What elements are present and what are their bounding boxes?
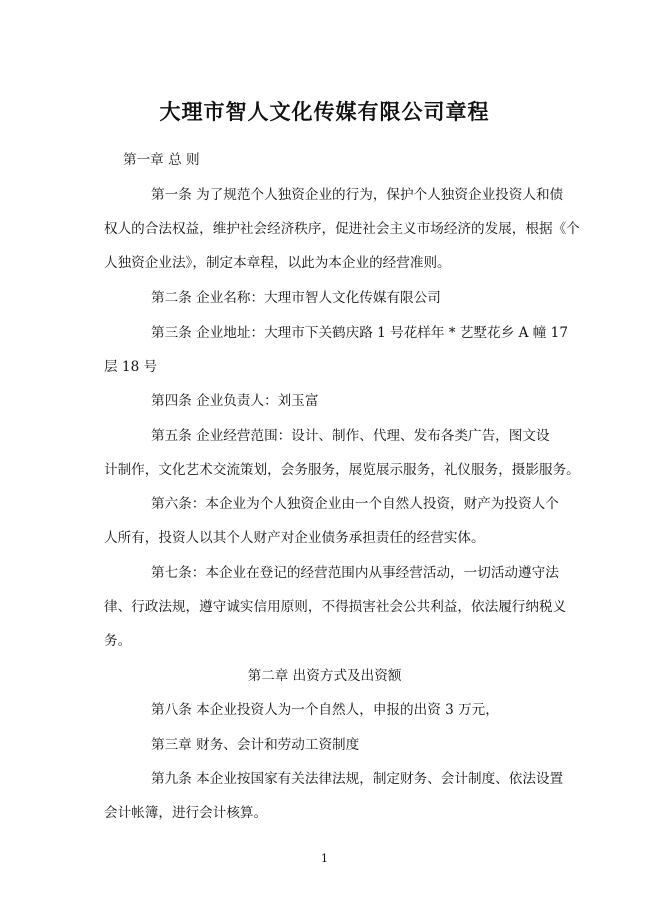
- article-3-line-2: 层 18 号: [104, 359, 158, 375]
- article-6-line-2: 人所有，投资人以其个人财产对企业债务承担责任的经营实体。: [104, 530, 485, 546]
- chapter-3-heading: 第三章 财务、会计和劳动工资制度: [151, 737, 360, 753]
- article-7-line-3: 务。: [104, 633, 132, 649]
- article-5-line-2: 计制作，文化艺术交流策划，会务服务，展览展示服务，礼仪服务，摄影服务。: [104, 462, 580, 478]
- article-1-line-2: 权人的合法权益，维护社会经济秩序，促进社会主义市场经济的发展，根据《个: [104, 221, 580, 237]
- article-6-line-1: 第六条：本企业为个人独资企业由一个自然人投资，财产为投资人个: [151, 496, 559, 512]
- article-7-line-2: 律、行政法规，遵守诚实信用原则，不得损害社会公共利益，依法履行纳税义: [104, 599, 567, 615]
- article-5-line-1: 第五条 企业经营范围：设计、制作、代理、发布各类广告，图文设: [151, 428, 550, 444]
- document-title: 大理市智人文化传媒有限公司章程: [159, 100, 490, 124]
- page-number: 1: [321, 852, 328, 865]
- article-7-line-1: 第七条：本企业在登记的经营范围内从事经营活动，一切活动遵守法: [151, 565, 559, 581]
- article-3-line-1: 第三条 企业地址：大理市下关鹤庆路 1 号花样年 * 艺墅花乡 A 幢 17: [151, 325, 568, 341]
- article-1-line-1: 第一条 为了规范个人独资企业的行为，保护个人独资企业投资人和债: [151, 187, 564, 203]
- article-2: 第二条 企业名称：大理市智人文化传媒有限公司: [151, 290, 441, 306]
- chapter-1-heading: 第一章 总 则: [123, 152, 200, 168]
- article-1-line-3: 人独资企业法》，制定本章程，以此为本企业的经营准则。: [104, 255, 451, 271]
- article-8: 第八条 本企业投资人为一个自然人，申报的出资 3 万元，: [151, 702, 499, 718]
- chapter-2-heading: 第二章 出资方式及出资额: [247, 668, 402, 684]
- article-9-line-1: 第九条 本企业按国家有关法律法规，制定财务、会计制度、依法设置: [151, 771, 564, 787]
- article-9-line-2: 会计帐簿，进行会计核算。: [104, 805, 268, 821]
- article-4: 第四条 企业负责人：刘玉富: [151, 393, 319, 409]
